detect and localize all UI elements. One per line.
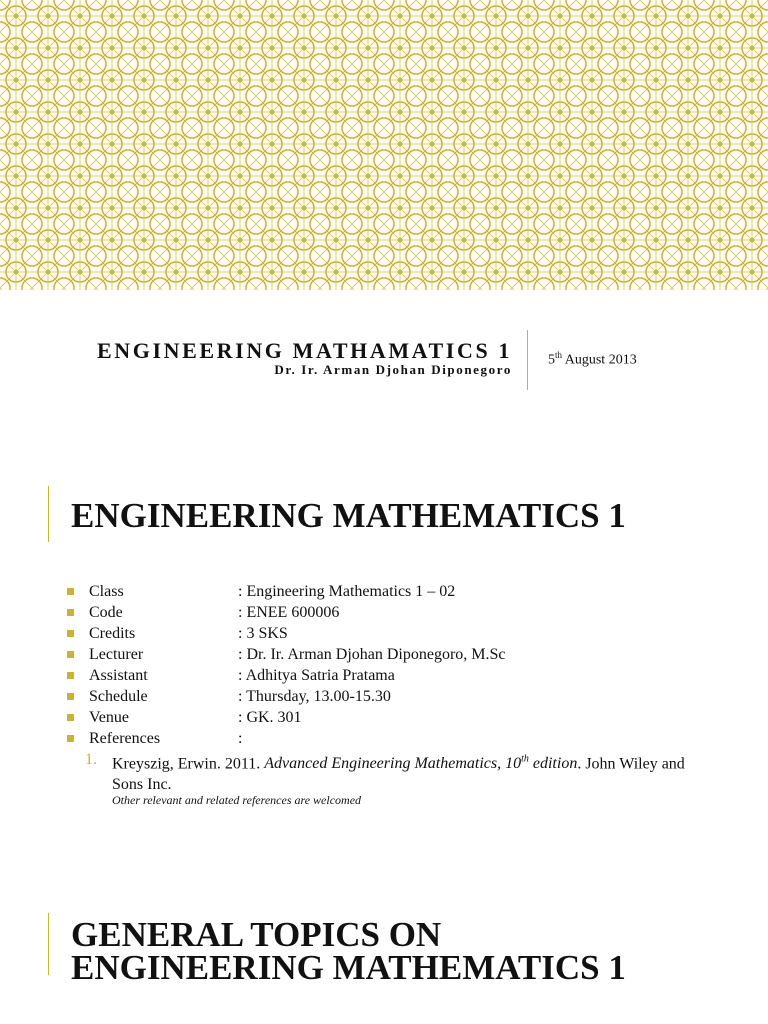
detail-row <box>66 644 756 665</box>
decorative-pattern-banner <box>0 0 768 290</box>
date-ordinal: th <box>555 350 563 360</box>
detail-value: : Adhitya Satria Pratama <box>238 667 395 684</box>
reference-text <box>112 749 712 795</box>
presentation-title: ENGINEERING MATHAMATICS 1 <box>97 338 512 363</box>
detail-value: : <box>238 730 243 747</box>
detail-label: Credits <box>89 625 136 642</box>
slide1-heading: ENGINEERING MATHEMATICS 1 <box>71 496 626 535</box>
detail-label: Venue <box>89 709 129 726</box>
detail-label: Schedule <box>89 688 148 705</box>
detail-row <box>66 686 756 707</box>
detail-row <box>66 581 756 602</box>
course-details-list <box>66 581 756 749</box>
detail-label: Assistant <box>89 667 148 684</box>
square-bullet-icon <box>67 588 74 595</box>
detail-row <box>66 707 756 728</box>
detail-label: Code <box>89 604 123 621</box>
reference-edition-ordinal: th <box>521 754 529 765</box>
date-day: 5 <box>548 352 555 368</box>
title-divider <box>527 330 528 390</box>
detail-label: References <box>89 730 161 747</box>
detail-label: Lecturer <box>89 646 144 663</box>
detail-label: Class <box>89 583 124 600</box>
detail-value: : 3 SKS <box>238 625 288 642</box>
author-name: Dr. Ir. Arman Djohan Diponegoro <box>274 362 512 377</box>
reference-note: Other relevant and related references are welcomed <box>112 793 362 807</box>
detail-row <box>66 623 756 644</box>
detail-row <box>66 602 756 623</box>
reference-author-year: Kreyszig, Erwin. 2011. <box>112 755 265 773</box>
reference-number: 1. <box>85 751 97 768</box>
detail-value: : GK. 301 <box>238 709 302 726</box>
detail-value: : Thursday, 13.00-15.30 <box>238 688 391 705</box>
reference-book-name: Advanced Engineering Mathematics, 10 <box>264 755 522 773</box>
square-bullet-icon <box>67 714 74 721</box>
reference-book-title <box>264 755 577 772</box>
slide2-heading-line1: GENERAL TOPICS ON <box>71 915 442 954</box>
square-bullet-icon <box>67 735 74 742</box>
detail-row <box>66 665 756 686</box>
reference-publisher: . John Wiley and Sons Inc. <box>112 755 685 794</box>
slide2-accent-bar <box>48 913 49 975</box>
square-bullet-icon <box>67 609 74 616</box>
square-bullet-icon <box>67 630 74 637</box>
square-bullet-icon <box>67 693 74 700</box>
slide2-heading <box>71 915 626 987</box>
title-block <box>0 330 768 392</box>
detail-row <box>66 728 756 749</box>
slide2-heading-line2: ENGINEERING MATHEMATICS 1 <box>71 948 626 987</box>
reference-edition-word: edition <box>528 755 578 773</box>
detail-value: : Engineering Mathematics 1 – 02 <box>238 583 456 600</box>
date-month-year: August 2013 <box>562 352 637 368</box>
detail-value: : ENEE 600006 <box>238 604 340 621</box>
presentation-date <box>548 350 637 369</box>
square-bullet-icon <box>67 651 74 658</box>
square-bullet-icon <box>67 672 74 679</box>
detail-value: : Dr. Ir. Arman Djohan Diponegoro, M.Sc <box>238 646 506 663</box>
slide1-accent-bar <box>48 486 49 542</box>
